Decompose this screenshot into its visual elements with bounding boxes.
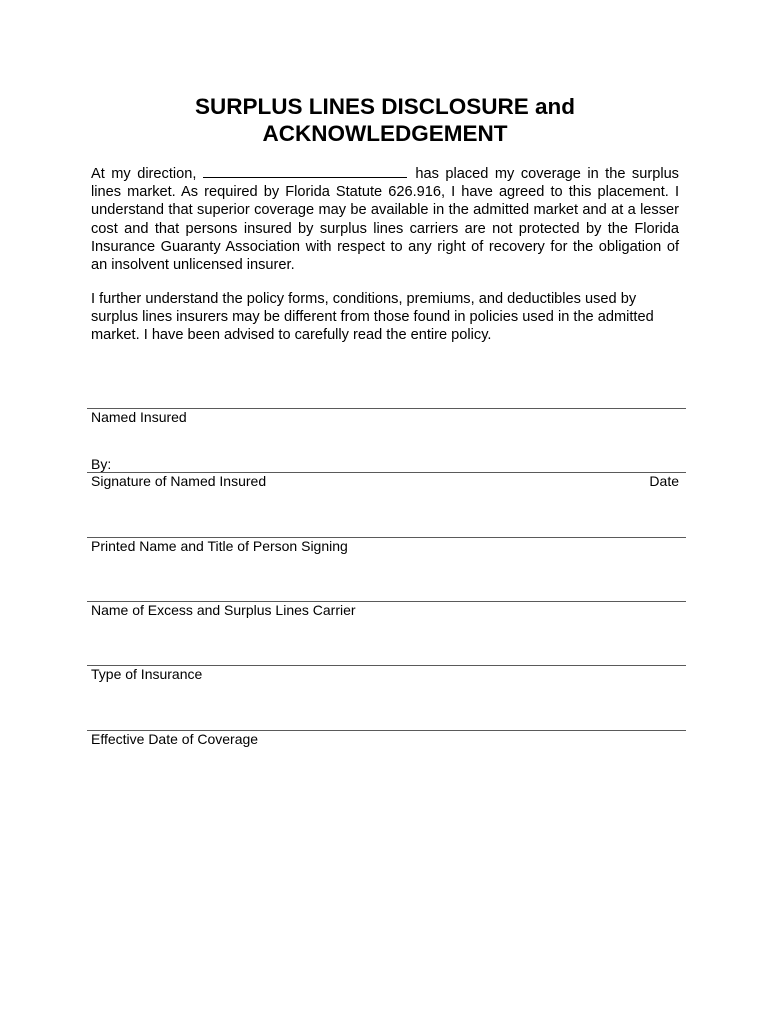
insurance-type-label: Type of Insurance — [91, 666, 203, 682]
signature-label: Signature of Named Insured — [91, 473, 267, 489]
printed-name-label: Printed Name and Title of Person Signing — [91, 538, 348, 554]
agent-name-blank[interactable] — [203, 165, 407, 178]
direction-body-text: has placed my coverage in the surplus lines market. As required by Florida Statute 626.916, I have agreed to this placement. I understand that superior coverage may be available in the admitted market and at a lesser cost and that persons insured by surplus lines carriers are not protected by the Florida Insurance Guaranty Association with respect to any right of recovery for the obligation of an insolvent unlicensed insurer. — [91, 166, 679, 274]
carrier-label: Name of Excess and Surplus Lines Carrier — [91, 602, 356, 618]
effective-date-label: Effective Date of Coverage — [91, 731, 259, 747]
policy-forms-paragraph: I further understand the policy forms, conditions, premiums, and deductibles used by surplus lines insurers may be different from those found in policies used in the admitted market. I have been advised to carefully read the entire policy. — [91, 291, 654, 344]
named-insured-label: Named Insured — [91, 409, 187, 425]
title-line-1: SURPLUS LINES DISCLOSURE and — [194, 94, 576, 119]
by-label: By: — [91, 456, 112, 472]
date-label: Date — [649, 473, 679, 489]
direction-lead-text: At my direction, — [91, 166, 197, 182]
document-title — [0, 93, 770, 147]
title-line-2: ACKNOWLEDGEMENT — [262, 121, 508, 146]
direction-paragraph — [91, 165, 679, 274]
